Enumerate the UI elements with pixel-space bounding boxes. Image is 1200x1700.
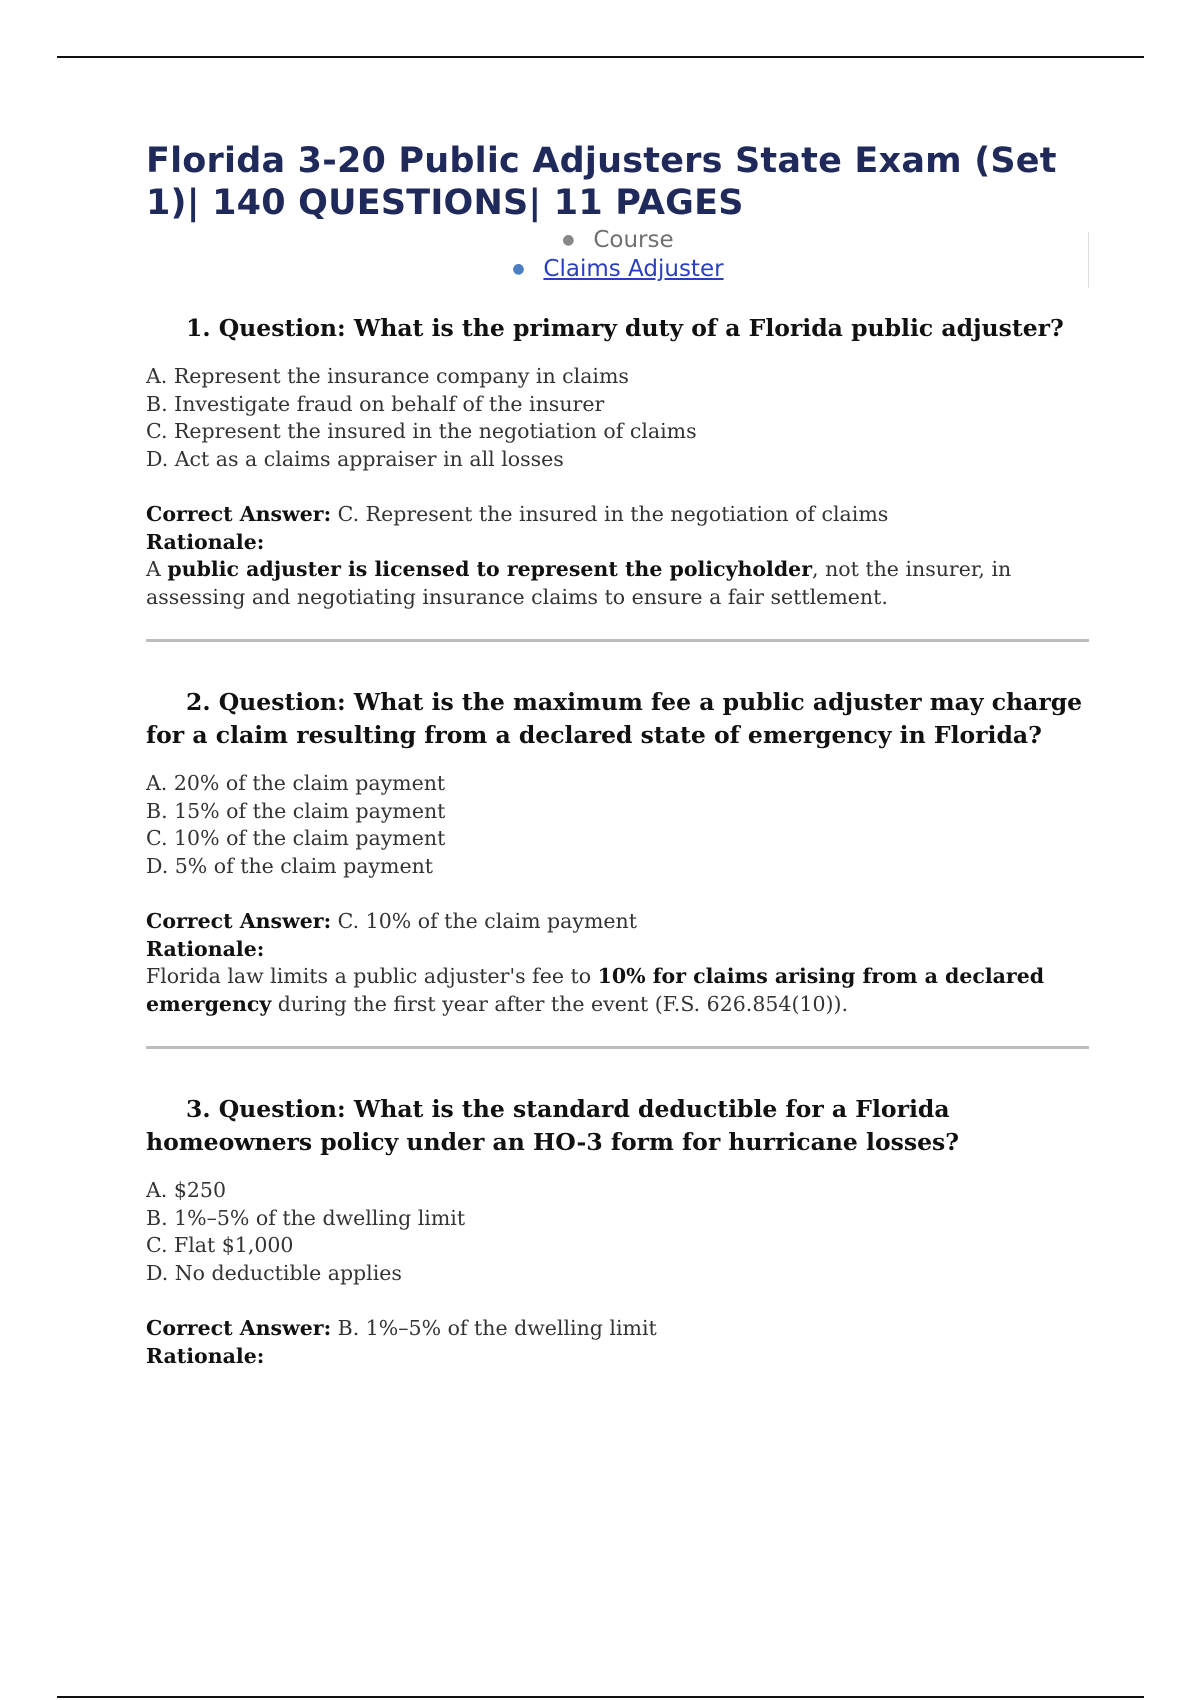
course-label: Course — [593, 227, 674, 253]
option-b: B. 1%–5% of the dwelling limit — [146, 1205, 466, 1230]
correct-answer-label: Correct Answer: — [146, 502, 332, 526]
correct-answer-value: C. 10% of the claim payment — [337, 909, 637, 933]
question-title: 3. Question: What is the standard deductible for a Florida homeowners policy under an HO-3 form for hurricane losses? — [146, 1095, 960, 1156]
course-meta-list — [146, 226, 1089, 284]
answer-block — [146, 908, 1089, 1018]
page-title: Florida 3-20 Public Adjusters State Exam (Set 1)| 140 QUESTIONS| 11 PAGES — [146, 141, 1057, 223]
option-d: D. Act as a claims appraiser in all losses — [146, 446, 564, 471]
claims-adjuster-link[interactable]: Claims Adjuster — [543, 256, 724, 282]
page-bottom-rule — [57, 1696, 1144, 1698]
question-block-1 — [146, 312, 1089, 642]
correct-answer-label: Correct Answer: — [146, 909, 332, 933]
section-divider — [146, 639, 1089, 642]
rationale-emphasis: public adjuster is licensed to represent the policyholder — [167, 557, 813, 581]
correct-answer — [146, 501, 1089, 529]
option-d: D. No deductible applies — [146, 1260, 402, 1285]
bullet-icon: ● — [512, 261, 525, 277]
rationale-text — [146, 963, 1089, 1018]
rationale-text-end: during the first year after the event (F.S. 626.854(10)). — [271, 991, 849, 1016]
answer-options — [146, 363, 1089, 473]
document-content — [146, 140, 1089, 1370]
option-d: D. 5% of the claim payment — [146, 853, 434, 878]
correct-answer — [146, 1315, 1089, 1343]
rationale-text — [146, 556, 1089, 611]
question-block-3 — [146, 1093, 1089, 1370]
answer-block — [146, 1315, 1089, 1370]
option-b: B. 15% of the claim payment — [146, 798, 446, 823]
rationale-text-start: Florida law limits a public adjuster's fee to — [146, 964, 598, 988]
bullet-icon: ● — [562, 232, 575, 248]
option-c: C. 10% of the claim payment — [146, 826, 446, 850]
course-meta-item — [146, 226, 1089, 255]
rationale-label: Rationale: — [146, 1343, 265, 1368]
rationale-emphasis: 10% for claims arising from a declared emergency — [146, 964, 1045, 1016]
answer-options — [146, 1177, 1089, 1287]
option-a: A. 20% of the claim payment — [146, 771, 446, 795]
correct-answer-label: Correct Answer: — [146, 1316, 332, 1340]
option-b: B. Investigate fraud on behalf of the insurer — [146, 391, 605, 416]
question-title: 2. Question: What is the maximum fee a public adjuster may charge for a claim resulting from a declared state of emergency in Florida? — [146, 688, 1083, 749]
answer-block — [146, 501, 1089, 611]
course-link-item — [146, 255, 1089, 284]
option-a: A. $250 — [146, 1178, 227, 1202]
option-c: C. Represent the insured in the negotiation of claims — [146, 419, 697, 443]
rationale-label: Rationale: — [146, 936, 265, 961]
rationale-text-end: , not the insurer, in assessing and negotiating insurance claims to ensure a fair settlement. — [146, 557, 1012, 609]
section-divider — [146, 1046, 1089, 1049]
rationale-label: Rationale: — [146, 529, 265, 554]
option-a: A. Represent the insurance company in claims — [146, 364, 629, 388]
correct-answer-value: C. Represent the insured in the negotiation of claims — [337, 502, 889, 526]
correct-answer-value: B. 1%–5% of the dwelling limit — [337, 1316, 657, 1340]
answer-options — [146, 770, 1089, 880]
correct-answer — [146, 908, 1089, 936]
rationale-text-start: A — [146, 557, 168, 581]
question-block-2 — [146, 686, 1089, 1049]
question-title: 1. Question: What is the primary duty of a Florida public adjuster? — [186, 314, 1064, 342]
page-top-rule — [57, 56, 1144, 58]
meta-vertical-divider — [1088, 232, 1089, 288]
option-c: C. Flat $1,000 — [146, 1233, 294, 1257]
